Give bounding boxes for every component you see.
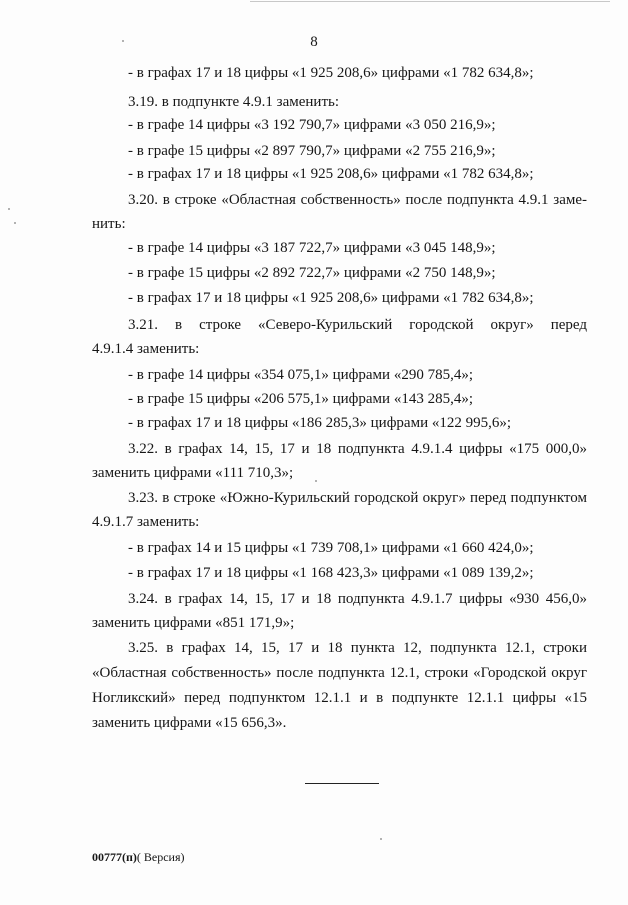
- text-line: 3.25. в графах 14, 15, 17 и 18 пункта 12, подпункта 12.1, строки: [128, 640, 587, 656]
- text-line: «Областная собственность» после подпункта 12.1, строки «Городской округ: [92, 665, 587, 681]
- text-line: 3.23. в строке «Южно-Курильский городской округ» перед подпунктом: [128, 490, 587, 506]
- text-line: заменить цифрами «111 710,3»;: [92, 465, 294, 481]
- document-version: ( Версия): [136, 850, 185, 864]
- text-line: - в графе 15 цифры «2 892 722,7» цифрами «2 750 148,9»;: [128, 265, 496, 281]
- text-line: - в графах 17 и 18 цифры «1 168 423,3» цифрами «1 089 139,2»;: [128, 565, 534, 581]
- page-number: 8: [310, 34, 318, 50]
- scan-speck: [8, 208, 10, 210]
- text-line: - в графах 17 и 18 цифры «1 925 208,6» цифрами «1 782 634,8»;: [128, 65, 534, 81]
- closing-rule: [305, 783, 379, 784]
- text-line: - в графе 14 цифры «354 075,1» цифрами «290 785,4»;: [128, 367, 473, 383]
- document-code-number: 00777(п): [92, 850, 137, 864]
- top-edge-rule: [250, 1, 610, 2]
- text-line: заменить цифрами «851 171,9»;: [92, 615, 295, 631]
- text-line: 3.21. в строке «Северо-Курильский городской округ» перед: [128, 317, 587, 333]
- text-line: нить:: [92, 216, 126, 232]
- text-line: - в графах 17 и 18 цифры «1 925 208,6» цифрами «1 782 634,8»;: [128, 166, 534, 182]
- scan-speck: [14, 222, 16, 224]
- scan-speck: [315, 480, 317, 482]
- document-code: [92, 850, 185, 865]
- text-line: - в графе 15 цифры «206 575,1» цифрами «143 285,4»;: [128, 391, 473, 407]
- text-line: 4.9.1.4 заменить:: [92, 341, 200, 357]
- text-line: - в графе 14 цифры «3 187 722,7» цифрами «3 045 148,9»;: [128, 240, 496, 256]
- text-line: 3.19. в подпункте 4.9.1 заменить:: [128, 94, 340, 110]
- scan-speck: [122, 40, 124, 42]
- text-line: 3.20. в строке «Областная собственность» после подпункта 4.9.1 заме-: [128, 192, 587, 208]
- text-line: - в графах 14 и 15 цифры «1 739 708,1» цифрами «1 660 424,0»;: [128, 540, 534, 556]
- text-line: 3.22. в графах 14, 15, 17 и 18 подпункта 4.9.1.4 цифры «175 000,0»: [128, 441, 587, 457]
- text-line: 4.9.1.7 заменить:: [92, 514, 200, 530]
- text-line: - в графе 15 цифры «2 897 790,7» цифрами «2 755 216,9»;: [128, 143, 496, 159]
- text-line: 3.24. в графах 14, 15, 17 и 18 подпункта 4.9.1.7 цифры «930 456,0»: [128, 591, 587, 607]
- text-line: - в графах 17 и 18 цифры «1 925 208,6» цифрами «1 782 634,8»;: [128, 290, 534, 306]
- text-line: Ногликский» перед подпунктом 12.1.1 и в подпункте 12.1.1 цифры «15: [92, 690, 587, 706]
- text-line: - в графе 14 цифры «3 192 790,7» цифрами «3 050 216,9»;: [128, 117, 496, 133]
- text-line: заменить цифрами «15 656,3».: [92, 715, 287, 731]
- scan-speck: [380, 838, 382, 840]
- text-line: - в графах 17 и 18 цифры «186 285,3» цифрами «122 995,6»;: [128, 415, 512, 431]
